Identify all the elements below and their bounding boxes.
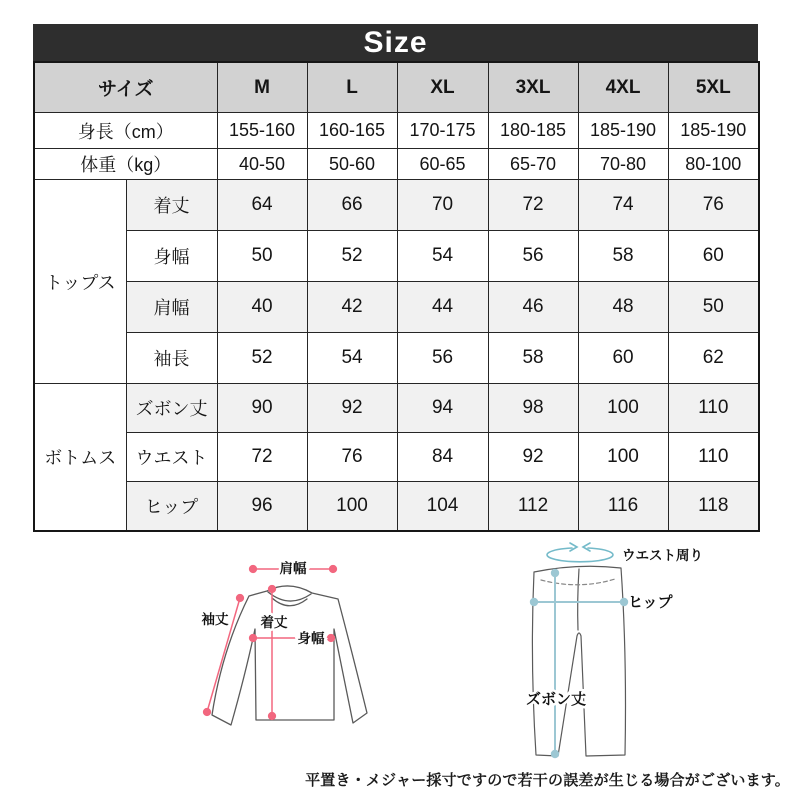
- value-cell: 40: [217, 282, 307, 333]
- value-cell: 70-80: [578, 149, 668, 180]
- size-column-header: L: [307, 62, 397, 113]
- value-cell: 100: [307, 482, 397, 532]
- table-row: [34, 149, 759, 180]
- size-column-header: M: [217, 62, 307, 113]
- shoulder-width-label: 肩幅: [279, 561, 307, 576]
- row-label: 身長（cm）: [34, 113, 217, 149]
- table-row: [34, 433, 759, 482]
- group-label: トップス: [34, 180, 126, 384]
- value-cell: 40-50: [217, 149, 307, 180]
- measure-dot: [621, 599, 627, 605]
- value-cell: 160-165: [307, 113, 397, 149]
- table-row: [34, 231, 759, 282]
- measure-label: ズボン丈: [126, 384, 217, 433]
- value-cell: 74: [578, 180, 668, 231]
- value-cell: 98: [488, 384, 578, 433]
- pants-diagram: [526, 543, 703, 757]
- value-cell: 94: [397, 384, 488, 433]
- measurement-note: 平置き・メジャー採寸ですので若干の誤差が生じる場合がございます。: [305, 772, 790, 789]
- waist-ellipse: [547, 548, 613, 562]
- table-row: [34, 180, 759, 231]
- size-banner: [33, 24, 758, 61]
- size-column-header: サイズ: [34, 62, 217, 113]
- value-cell: 80-100: [668, 149, 759, 180]
- value-cell: 84: [397, 433, 488, 482]
- measure-dot: [531, 599, 537, 605]
- table-row: [34, 113, 759, 149]
- group-label: ボトムス: [34, 384, 126, 532]
- measure-dot: [552, 751, 558, 757]
- value-cell: 110: [668, 384, 759, 433]
- value-cell: 54: [307, 333, 397, 384]
- value-cell: 110: [668, 433, 759, 482]
- body-width-label: 身幅: [297, 631, 325, 646]
- measure-label: ヒップ: [126, 482, 217, 532]
- value-cell: 72: [488, 180, 578, 231]
- value-cell: 44: [397, 282, 488, 333]
- size-table-body: [34, 62, 759, 531]
- sleeve-length-label: 袖丈: [201, 612, 229, 627]
- measure-label: 身幅: [126, 231, 217, 282]
- value-cell: 65-70: [488, 149, 578, 180]
- table-row: [34, 482, 759, 532]
- measure-dot: [269, 586, 276, 593]
- value-cell: 92: [307, 384, 397, 433]
- measure-dot: [250, 635, 257, 642]
- value-cell: 92: [488, 433, 578, 482]
- value-cell: 52: [217, 333, 307, 384]
- value-cell: 100: [578, 384, 668, 433]
- size-banner-title: Size: [363, 25, 428, 59]
- value-cell: 185-190: [668, 113, 759, 149]
- value-cell: 116: [578, 482, 668, 532]
- value-cell: 66: [307, 180, 397, 231]
- shirt-diagram: [202, 560, 368, 725]
- waist-arrow-right-icon: [570, 543, 577, 551]
- measurement-diagrams: [0, 539, 800, 800]
- table-row: [34, 333, 759, 384]
- measure-dot: [250, 566, 257, 573]
- measure-dot: [552, 570, 558, 576]
- value-cell: 50-60: [307, 149, 397, 180]
- value-cell: 118: [668, 482, 759, 532]
- measure-label: ウエスト: [126, 433, 217, 482]
- value-cell: 60-65: [397, 149, 488, 180]
- measure-label: 袖長: [126, 333, 217, 384]
- value-cell: 52: [307, 231, 397, 282]
- value-cell: 58: [578, 231, 668, 282]
- value-cell: 90: [217, 384, 307, 433]
- value-cell: 112: [488, 482, 578, 532]
- measure-dot: [237, 595, 244, 602]
- value-cell: 62: [668, 333, 759, 384]
- measure-label: 着丈: [126, 180, 217, 231]
- value-cell: 96: [217, 482, 307, 532]
- value-cell: 56: [397, 333, 488, 384]
- value-cell: 104: [397, 482, 488, 532]
- table-row: [34, 282, 759, 333]
- waist-arrow-left-icon: [583, 543, 590, 551]
- waist-around-label: ウエスト周り: [622, 548, 703, 563]
- shirt-outline: [212, 586, 367, 725]
- body-length-label: 着丈: [260, 615, 288, 630]
- value-cell: 64: [217, 180, 307, 231]
- value-cell: 100: [578, 433, 668, 482]
- value-cell: 46: [488, 282, 578, 333]
- value-cell: 185-190: [578, 113, 668, 149]
- value-cell: 76: [668, 180, 759, 231]
- value-cell: 42: [307, 282, 397, 333]
- measure-label: 肩幅: [126, 282, 217, 333]
- table-row: [34, 384, 759, 433]
- size-column-header: 3XL: [488, 62, 578, 113]
- measure-dot: [330, 566, 337, 573]
- value-cell: 56: [488, 231, 578, 282]
- value-cell: 50: [668, 282, 759, 333]
- measure-dot: [328, 635, 335, 642]
- value-cell: 58: [488, 333, 578, 384]
- value-cell: 72: [217, 433, 307, 482]
- value-cell: 170-175: [397, 113, 488, 149]
- row-label: 体重（kg）: [34, 149, 217, 180]
- value-cell: 180-185: [488, 113, 578, 149]
- value-cell: 76: [307, 433, 397, 482]
- hip-label: ヒップ: [628, 594, 673, 611]
- size-table: [33, 61, 760, 532]
- value-cell: 70: [397, 180, 488, 231]
- value-cell: 48: [578, 282, 668, 333]
- measure-dot: [204, 709, 211, 716]
- size-column-header: 5XL: [668, 62, 759, 113]
- value-cell: 54: [397, 231, 488, 282]
- value-cell: 60: [578, 333, 668, 384]
- value-cell: 60: [668, 231, 759, 282]
- pants-length-label: ズボン丈: [525, 691, 587, 708]
- value-cell: 50: [217, 231, 307, 282]
- size-column-header: XL: [397, 62, 488, 113]
- value-cell: 155-160: [217, 113, 307, 149]
- header-row: [34, 62, 759, 113]
- pants-outline: [532, 566, 625, 756]
- size-column-header: 4XL: [578, 62, 668, 113]
- measure-dot: [269, 713, 276, 720]
